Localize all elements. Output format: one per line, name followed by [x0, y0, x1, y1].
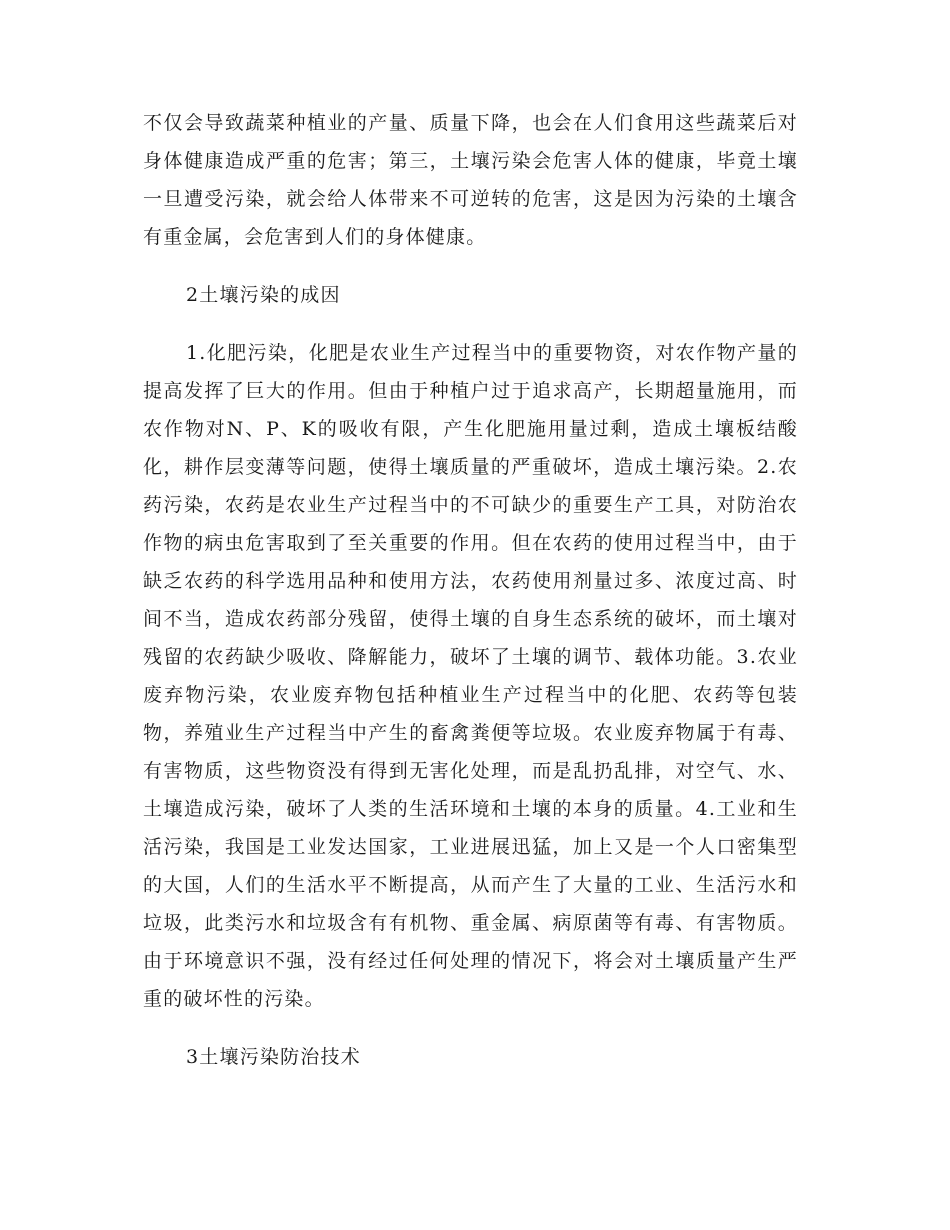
- paragraph-pollution-causes: 1.化肥污染，化肥是农业生产过程当中的重要物资，对农作物产量的提高发挥了巨大的作用。但由于种植户过于追求高产，长期超量施用，而农作物对N、P、K的吸收有限，产生化肥施用量过剩，造成土壤板结酸化，耕作层变薄等问题，使得土壤质量的严重破坏，造成土壤污染。2.农药污染，农药是农业生产过程当中的不可缺少的重要生产工具，对防治农作物的病虫危害取到了至关重要的作用。但在农药的使用过程当中，由于缺乏农药的科学选用品种和使用方法，农药使用剂量过多、浓度过高、时间不当，造成农药部分残留，使得土壤的自身生态系统的破坏，而土壤对残留的农药缺少吸收、降解能力，破坏了土壤的调节、载体功能。3.农业废弃物污染，农业废弃物包括种植业生产过程当中的化肥、农药等包装物，养殖业生产过程当中产生的畜禽粪便等垃圾。农业废弃物属于有毒、有害物质，这些物资没有得到无害化处理，而是乱扔乱排，对空气、水、土壤造成污染，破坏了人类的生活环境和土壤的本身的质量。4.工业和生活污染，我国是工业发达国家，工业进展迅猛，加上又是一个人口密集型的大国，人们的生活水平不断提高，从而产生了大量的工业、生活污水和垃圾，此类污水和垃圾含有有机物、重金属、病原菌等有毒、有害物质。由于环境意识不强，没有经过任何处理的情况下，将会对土壤质量产生严重的破坏性的污染。: [143, 342, 798, 1010]
- section-heading-causes: 2土壤污染的成因: [186, 284, 341, 306]
- document-body: [143, 104, 798, 1096]
- paragraph-health-hazards: 不仅会导致蔬菜种植业的产量、质量下降，也会在人们食用这些蔬菜后对身体健康造成严重的危害；第三，土壤污染会危害人体的健康，毕竟土壤一旦遭受污染，就会给人体带来不可逆转的危害，这是因为污染的土壤含有重金属，会危害到人们的身体健康。: [143, 112, 798, 248]
- section-heading-prevention: 3土壤污染防治技术: [186, 1046, 361, 1068]
